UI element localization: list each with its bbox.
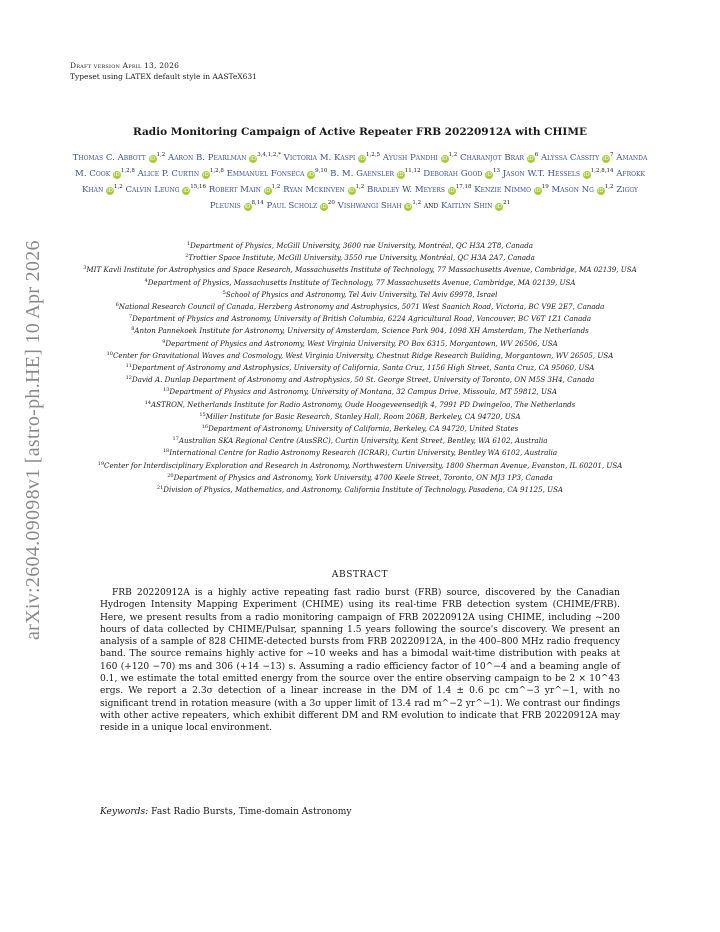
affiliation-number: 5 [222, 289, 226, 296]
author-name[interactable]: Afrokk Khan [82, 169, 645, 195]
author-name[interactable]: Amanda M. Cook [75, 153, 648, 179]
author-entry [383, 153, 458, 163]
author-affiliation-marks: 1,2,8 [120, 168, 135, 174]
author-affiliation-marks: 1,2 [412, 200, 422, 206]
affiliation-item [58, 337, 662, 349]
orcid-icon[interactable]: iD [448, 188, 455, 194]
affiliation-text: Division of Physics, Mathematics, and Astronomy, California Institute of Technology, Pasadena, CA 91125, USA [163, 485, 564, 495]
author-affiliation-marks: 1,2 [114, 184, 123, 190]
author-entry [541, 153, 614, 163]
orcid-icon[interactable]: iD [244, 204, 251, 210]
affiliation-number: 19 [97, 460, 105, 467]
author-name[interactable]: Bradley W. Meyers [367, 185, 446, 195]
author-entry [552, 185, 614, 195]
author-affiliation-marks: 1,2 [448, 152, 458, 158]
affiliation-list [58, 239, 662, 495]
affiliation-text: ASTRON, Netherlands Institute for Radio Astronomy, Oude Hoogeveensedijk 4, 7991 PD Dwingeloo, The Netherlands [151, 399, 576, 409]
orcid-icon[interactable]: iD [107, 188, 113, 194]
affiliation-number: 12 [125, 375, 132, 382]
orcid-icon[interactable]: iD [441, 156, 448, 162]
affiliation-item [58, 239, 662, 251]
orcid-icon[interactable]: iD [348, 188, 355, 194]
affiliation-item [58, 324, 662, 336]
affiliation-text: Department of Physics and Astronomy, University of British Columbia, 6224 Agricultural Road, Vancouver, BC V6T 1Z1 Canada [132, 314, 592, 324]
author-affiliation-marks: 9,10 [315, 168, 328, 174]
author-affiliation-marks: 20 [327, 200, 335, 206]
affiliation-item [58, 349, 662, 361]
affiliation-number: 17 [172, 436, 179, 443]
orcid-icon[interactable]: iD [321, 204, 327, 210]
orcid-icon[interactable]: iD [359, 156, 365, 162]
author-name[interactable]: Paul Scholz [266, 201, 318, 211]
affiliation-item [58, 410, 662, 422]
author-affiliation-marks: 6 [534, 152, 539, 158]
author-affiliation-marks: 1,2,8,14 [590, 168, 614, 174]
affiliation-text: National Research Council of Canada, Herzberg Astronomy and Astrophysics, 5071 West Saanich Road, Victoria, BC V9E 2E7, Canada [118, 302, 605, 312]
author-name[interactable]: Ayush Pandhi [382, 153, 438, 163]
affiliation-text: Department of Physics, McGill University, 3600 rue University, Montréal, QC H3A 2T8, Canada [190, 241, 533, 250]
affiliation-number: 20 [167, 472, 174, 479]
affiliation-text: Department of Astronomy, University of California, Berkeley, CA 94720, United States [208, 424, 519, 434]
affiliation-item [58, 398, 662, 410]
affiliation-text: Department of Physics, Massachusetts Institute of Technology, 77 Massachusetts Avenue, Cambridge, MA 02139, USA [147, 277, 576, 287]
author-affiliation-marks: 21 [503, 200, 511, 206]
author-entry [503, 169, 614, 179]
affiliation-number: 10 [106, 350, 113, 357]
affiliation-text: Center for Gravitational Waves and Cosmology, West Virginia University, Chestnut Ridge Research Building, Morgantown, WV 26505, USA [112, 350, 614, 360]
orcid-icon[interactable]: iD [603, 156, 609, 162]
keywords-text: Fast Radio Bursts, Time-domain Astronomy [151, 807, 352, 817]
author-list [70, 149, 650, 213]
author-name[interactable]: Charanjot Brar [460, 153, 524, 163]
orcid-icon[interactable]: iD [250, 156, 257, 162]
orcid-icon[interactable]: iD [527, 156, 534, 162]
author-affiliation-marks: 1,2 [355, 184, 365, 190]
author-name[interactable]: Alice P. Curtin [137, 169, 200, 179]
affiliation-number: 7 [128, 314, 133, 321]
author-affiliation-marks: 19 [541, 184, 549, 190]
affiliation-item [58, 263, 662, 275]
author-affiliation-marks: 1,2 [156, 152, 166, 158]
author-affiliation-marks: 7 [610, 152, 614, 158]
author-entry [367, 185, 471, 195]
orcid-icon[interactable]: iD [397, 172, 404, 178]
author-name[interactable]: Robert Main [208, 185, 261, 195]
author-name[interactable]: Kenzie Nimmo [474, 185, 532, 195]
affiliation-number: 1 [186, 241, 191, 247]
author-affiliation-marks: 3,4,1,2,* [257, 152, 281, 158]
author-affiliation-marks: 17,18 [455, 184, 472, 190]
author-name[interactable]: Thomas C. Abbott [72, 153, 146, 163]
affiliation-item [58, 422, 662, 434]
author-entry [460, 153, 538, 163]
orcid-icon[interactable]: iD [183, 188, 190, 194]
affiliation-item [58, 459, 662, 471]
author-name[interactable]: Jason W.T. Hessels [502, 169, 580, 179]
affiliation-text: Anton Pannekoek Institute for Astronomy, University of Amsterdam, Science Park 904, 1098 XH Amsterdam, The Netherlands [134, 326, 589, 336]
orcid-icon[interactable]: iD [264, 188, 271, 194]
author-name[interactable]: Kaitlyn Shin [440, 201, 493, 211]
affiliation-item [58, 288, 662, 300]
affiliation-text: Australian SKA Regional Centre (AusSRC), Curtin University, Kent Street, Bentley, WA 6102, Australia [178, 436, 548, 446]
affiliation-text: Center for Interdisciplinary Exploration and Research in Astronomy, Northwestern University, 1800 Sherman Avenue, Evanston, IL 60201, USA [104, 460, 623, 470]
author-name[interactable]: Alyssa Cassity [540, 153, 600, 163]
author-affiliation-marks: 1,2 [271, 184, 281, 190]
author-entry [138, 169, 224, 179]
author-entry [338, 201, 421, 211]
author-entry [168, 153, 281, 163]
orcid-icon[interactable]: iD [149, 156, 156, 162]
affiliation-number: 21 [156, 485, 164, 492]
affiliation-number: 3 [83, 265, 87, 272]
abstract-body: FRB 20220912A is a highly active repeating fast radio burst (FRB) source, discovered by the Canadian Hydrogen Intensity Mapping Experiment (CHIME) using its real-time FRB detection system (CHIME/FRB). Here, we present results from a radio monitoring campaign of FRB 20220912A using CHIME, including ~200 hours of data collected by CHIME/Pulsar, spanning 1.5 years following the source's discovery. We present an analysis of a sample of 828 CHIME-detected bursts from FRB 20220912A, in the 400–800 MHz radio frequency band. The source remains highly active for ~10 weeks and has a bimodal wait-time distribution with peaks at 160 (+120 −70) ms and 306 (+14 −13) s. Assuming a radio efficiency factor of 10^−4 and a beaming angle of 0.1, we estimate the total emitted energy from the source over the entire observing campaign to be 2 × 10^43 ergs. We report a 2.3σ detection of a linear increase in the DM of 1.4 ± 0.6 pc cm^−3 yr^−1, with no significant trend in rotation measure (with a 3σ upper limit of 13.4 rad m^−2 yr^−1). We contrast our findings with other active repeaters, which exhibit different DM and RM evolution to indicate that FRB 20220912A may reside in a unique local environment. [100, 588, 620, 734]
author-name[interactable]: Ryan Mckinven [283, 185, 345, 195]
affiliation-text: Department of Physics and Astronomy, West Virginia University, PO Box 6315, Morgantown, WV 26506, USA [165, 338, 558, 348]
affiliation-number: 11 [125, 363, 132, 370]
affiliation-text: Trottier Space Institute, McGill University, 3550 rue University, Montréal, QC H3A 2A7, Canada [188, 253, 535, 263]
keywords-label: Keywords: [100, 807, 149, 817]
arxiv-identifier-text: arXiv:2604.09098v1 [astro-ph.HE] 10 Apr 2026 [22, 240, 44, 640]
author-entry [330, 169, 420, 179]
affiliation-number: 6 [115, 302, 119, 309]
affiliation-item [58, 373, 662, 385]
affiliation-item [58, 312, 662, 324]
affiliation-text: MIT Kavli Institute for Astrophysics and Space Research, Massachusetts Institute of Technology, 77 Massachusetts Avenue, Cambridge, MA 02139, USA [86, 265, 637, 275]
affiliation-number: 4 [144, 277, 148, 284]
affiliation-item [58, 483, 662, 495]
affiliation-text: Department of Astronomy and Astrophysics, University of California, Santa Cruz, 1156 High Street, Santa Cruz, CA 95060, USA [131, 363, 595, 373]
affiliation-text: Department of Physics and Astronomy, York University, 4700 Keele Street, Toronto, ON MJ3 1P3, Canada [173, 472, 553, 482]
orcid-icon[interactable]: iD [202, 172, 209, 178]
arxiv-identifier-sidebar [20, 240, 50, 640]
orcid-icon[interactable]: iD [308, 172, 315, 178]
paper-title: Radio Monitoring Campaign of Active Repeater FRB 20220912A with CHIME [133, 126, 587, 138]
author-name[interactable]: Deborah Good [423, 169, 483, 179]
author-entry [209, 185, 281, 195]
author-name[interactable]: Aaron B. Pearlman [167, 153, 247, 163]
author-affiliation-marks: 15,16 [190, 184, 207, 190]
author-name[interactable]: Vishwangi Shah [337, 201, 402, 211]
affiliation-text: Miller Institute for Basic Research, Stanley Hall, Room 206B, Berkeley, CA 94720, USA [205, 411, 521, 421]
orcid-icon[interactable]: iD [534, 188, 541, 194]
affiliation-item [58, 434, 662, 446]
affiliation-item [58, 276, 662, 288]
author-name[interactable]: B. M. Gaensler [330, 169, 394, 179]
author-entry [474, 185, 549, 195]
affiliation-item [58, 300, 662, 312]
affiliation-number: 18 [162, 448, 170, 455]
affiliation-text: David A. Dunlap Department of Astronomy and Astrophysics, 50 St. George Street, University of Toronto, ON M5S 3H4, Canada [131, 375, 595, 385]
orcid-icon[interactable]: iD [496, 204, 502, 210]
author-entry [125, 185, 206, 195]
affiliation-number: 13 [163, 387, 170, 394]
affiliation-number: 8 [131, 326, 135, 333]
typeset-line: Typeset using LATEX default style in AASTeX631 [70, 72, 257, 81]
author-affiliation-marks: 1,2,5 [365, 152, 380, 158]
affiliation-item [58, 471, 662, 483]
orcid-icon[interactable]: iD [583, 172, 590, 178]
author-name[interactable]: Mason Ng [551, 185, 594, 195]
affiliation-number: 16 [201, 424, 209, 431]
author-name[interactable]: Emmanuel Fonseca [226, 169, 305, 179]
abstract-heading: ABSTRACT [331, 570, 389, 580]
author-entry [284, 153, 380, 163]
affiliation-number: 14 [144, 399, 152, 406]
author-entry [227, 169, 328, 179]
affiliation-item [58, 385, 662, 397]
affiliation-text: International Centre for Radio Astronomy Research (ICRAR), Curtin University, Bentley WA 6102, Australia [169, 448, 558, 458]
preprint-header [70, 60, 257, 82]
orcid-icon[interactable]: iD [114, 172, 120, 178]
affiliation-number: 2 [185, 253, 189, 260]
affiliation-number: 9 [162, 338, 166, 345]
draft-version-line: Draft version April 13, 2026 [70, 61, 180, 70]
orcid-icon[interactable]: iD [486, 172, 492, 178]
author-entry [267, 201, 335, 211]
author-affiliation-marks: 1,2,8 [209, 168, 224, 174]
author-affiliation-marks: 13 [493, 168, 500, 174]
author-affiliation-marks: 8,14 [251, 200, 264, 206]
author-name[interactable]: Victoria M. Kaspi [283, 153, 356, 163]
author-and-word: and [423, 201, 439, 211]
affiliation-item [58, 446, 662, 458]
orcid-icon[interactable]: iD [597, 188, 604, 194]
keywords-line [100, 807, 620, 817]
affiliation-text: Department of Physics and Astronomy, University of Montana, 32 Campus Drive, Missoula, MT 59812, USA [169, 387, 557, 397]
author-entry [423, 169, 500, 179]
affiliation-number: 15 [199, 411, 206, 418]
author-affiliation-marks: 1,2 [604, 184, 614, 190]
affiliation-item [58, 251, 662, 263]
author-name[interactable]: Calvin Leung [125, 185, 180, 195]
author-entry [441, 201, 510, 211]
author-name[interactable]: Ziggy Pleunis [209, 185, 638, 211]
author-entry [283, 185, 364, 195]
affiliation-item [58, 361, 662, 373]
orcid-icon[interactable]: iD [405, 204, 412, 210]
affiliation-text: School of Physics and Astronomy, Tel Aviv University, Tel Aviv 69978, Israel [225, 289, 498, 299]
author-affiliation-marks: 11,12 [404, 168, 421, 174]
author-entry [73, 153, 166, 163]
